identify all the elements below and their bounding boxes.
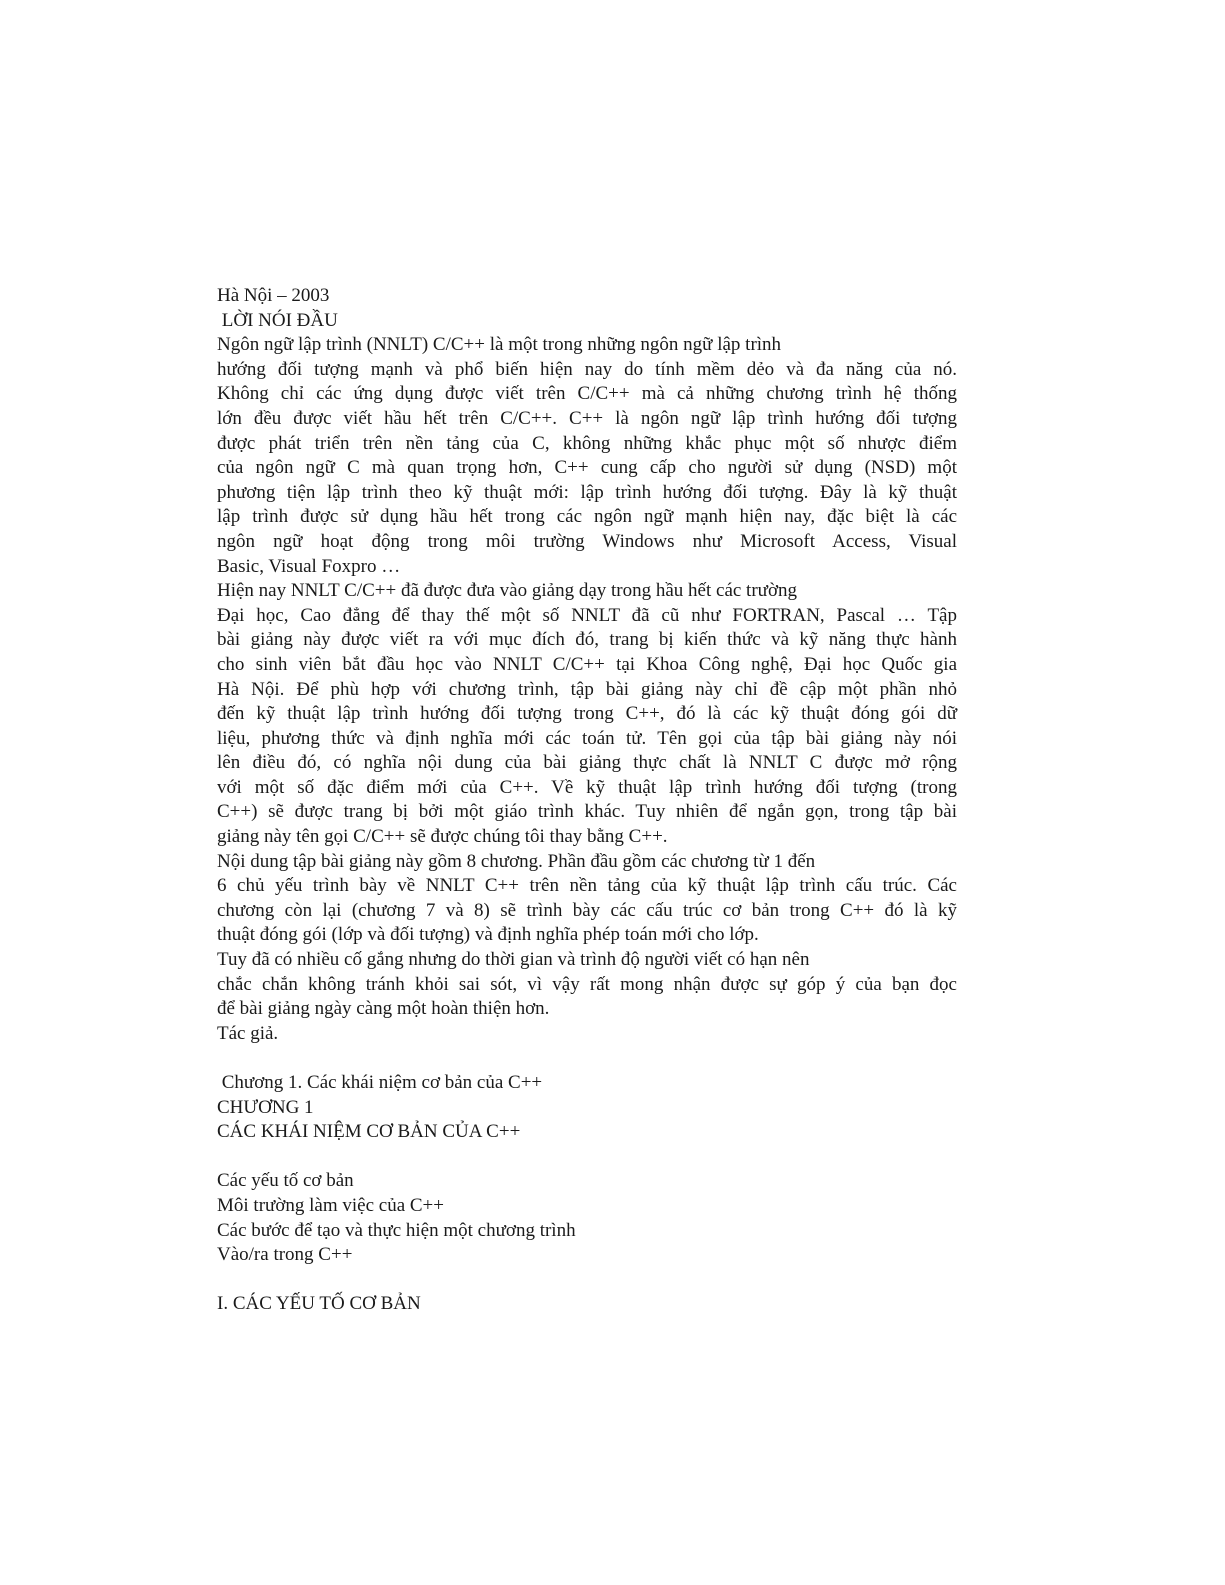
paragraph-line: của ngôn ngữ C mà quan trọng hơn, C++ cung cấp cho người sử dụng (NSD) một <box>217 457 957 479</box>
paragraph-line: thuật đóng gói (lớp và đối tượng) và định nghĩa phép toán mới cho lớp. <box>217 924 759 946</box>
paragraph-line: hướng đối tượng mạnh và phổ biến hiện nay do tính mềm dẻo và đa năng của nó. <box>217 358 957 380</box>
outline-item: Môi trường làm việc của C++ <box>217 1194 444 1216</box>
paragraph-line: C++) sẽ được trang bị bởi một giáo trình khác. Tuy nhiên để ngắn gọn, trong tập bài <box>217 801 957 823</box>
paragraph-line: Nội dung tập bài giảng này gồm 8 chương. Phần đầu gồm các chương từ 1 đến <box>217 850 816 872</box>
paragraph-line: được phát triển trên nền tảng của C, không những khắc phục một số nhược điểm <box>217 432 957 454</box>
paragraph-line: phương tiện lập trình theo kỹ thuật mới: lập trình hướng đối tượng. Đây là kỹ thuật <box>217 481 957 503</box>
outline-item: Các bước để tạo và thực hiện một chương trình <box>217 1219 576 1241</box>
paragraph-line: để bài giảng ngày càng một hoàn thiện hơn. <box>217 998 550 1020</box>
paragraph-line: Hà Nội. Để phù hợp với chương trình, tập bài giảng này chỉ đề cập một phần nhỏ <box>217 678 957 700</box>
paragraph-line: Ngôn ngữ lập trình (NNLT) C/C++ là một trong những ngôn ngữ lập trình <box>217 334 782 356</box>
outline-item: Các yếu tố cơ bản <box>217 1170 354 1192</box>
paragraph-line: đến kỹ thuật lập trình hướng đối tượng trong C++, đó là các kỹ thuật đóng gói dữ <box>217 703 957 725</box>
section-heading: I. CÁC YẾU TỐ CƠ BẢN <box>217 1293 421 1315</box>
paragraph-line: lập trình được sử dụng hầu hết trong các ngôn ngữ mạnh hiện nay, đặc biệt là các <box>217 506 957 528</box>
paragraph-closing <box>217 948 957 1022</box>
chapter-header: Chương 1. Các khái niệm cơ bản của C++ <box>217 1072 543 1093</box>
paragraph-line: 6 chủ yếu trình bày về NNLT C++ trên nền tảng của kỹ thuật lập trình cấu trúc. Các <box>217 875 957 897</box>
paragraph-line: liệu, phương thức và định nghĩa mới các toán tử. Tên gọi của tập bài giảng này nói <box>217 727 957 749</box>
paragraph-line: lớn đều được viết hầu hết trên C/C++. C++ là ngôn ngữ lập trình hướng đối tượng <box>217 407 957 429</box>
outline-item: Vào/ra trong C++ <box>217 1244 353 1266</box>
paragraph-usage <box>217 579 957 850</box>
spacer <box>217 1268 957 1293</box>
paragraph-line: giảng này tên gọi C/C++ sẽ được chúng tôi thay bằng C++. <box>217 826 668 848</box>
spacer <box>217 1046 957 1071</box>
paragraph-line: lên điều đó, có nghĩa nội dung của bài giảng thực chất là NNLT C được mở rộng <box>217 752 957 774</box>
paragraph-line: Basic, Visual Foxpro … <box>217 555 401 577</box>
place-date: Hà Nội – 2003 <box>217 285 330 306</box>
chapter-outline <box>217 1169 957 1267</box>
document-page <box>217 284 957 1317</box>
paragraph-contents <box>217 850 957 948</box>
paragraph-intro <box>217 333 957 579</box>
paragraph-line: cho sinh viên bắt đầu học vào NNLT C/C++ tại Khoa Công nghệ, Đại học Quốc gia <box>217 653 957 675</box>
paragraph-line: Không chỉ các ứng dụng được viết trên C/C++ mà cả những chương trình hệ thống <box>217 383 957 405</box>
paragraph-line: chương còn lại (chương 7 và 8) sẽ trình bày các cấu trúc cơ bản trong C++ đó là kỹ <box>217 899 957 921</box>
chapter-label: CHƯƠNG 1 <box>217 1096 314 1118</box>
paragraph-line: Tuy đã có nhiều cố gắng nhưng do thời gian và trình độ người viết có hạn nên <box>217 949 810 971</box>
paragraph-line: Đại học, Cao đẳng để thay thế một số NNLT đã cũ như FORTRAN, Pascal … Tập <box>217 604 957 626</box>
paragraph-line: ngôn ngữ hoạt động trong môi trường Windows như Microsoft Access, Visual <box>217 530 957 552</box>
paragraph-line: Hiện nay NNLT C/C++ đã được đưa vào giảng dạy trong hầu hết các trường <box>217 580 798 602</box>
chapter-title: CÁC KHÁI NIỆM CƠ BẢN CỦA C++ <box>217 1121 521 1143</box>
paragraph-line: chắc chắn không tránh khỏi sai sót, vì vậy rất mong nhận được sự góp ý của bạn đọc <box>217 973 957 995</box>
spacer <box>217 1145 957 1170</box>
paragraph-line: bài giảng này được viết ra với mục đích đó, trang bị kiến thức và kỹ năng thực hành <box>217 629 957 651</box>
paragraph-line: với một số đặc điểm mới của C++. Về kỹ thuật lập trình hướng đối tượng (trong <box>217 776 957 798</box>
preface-title: LỜI NÓI ĐẦU <box>217 309 338 331</box>
author-signoff: Tác giả. <box>217 1022 279 1044</box>
